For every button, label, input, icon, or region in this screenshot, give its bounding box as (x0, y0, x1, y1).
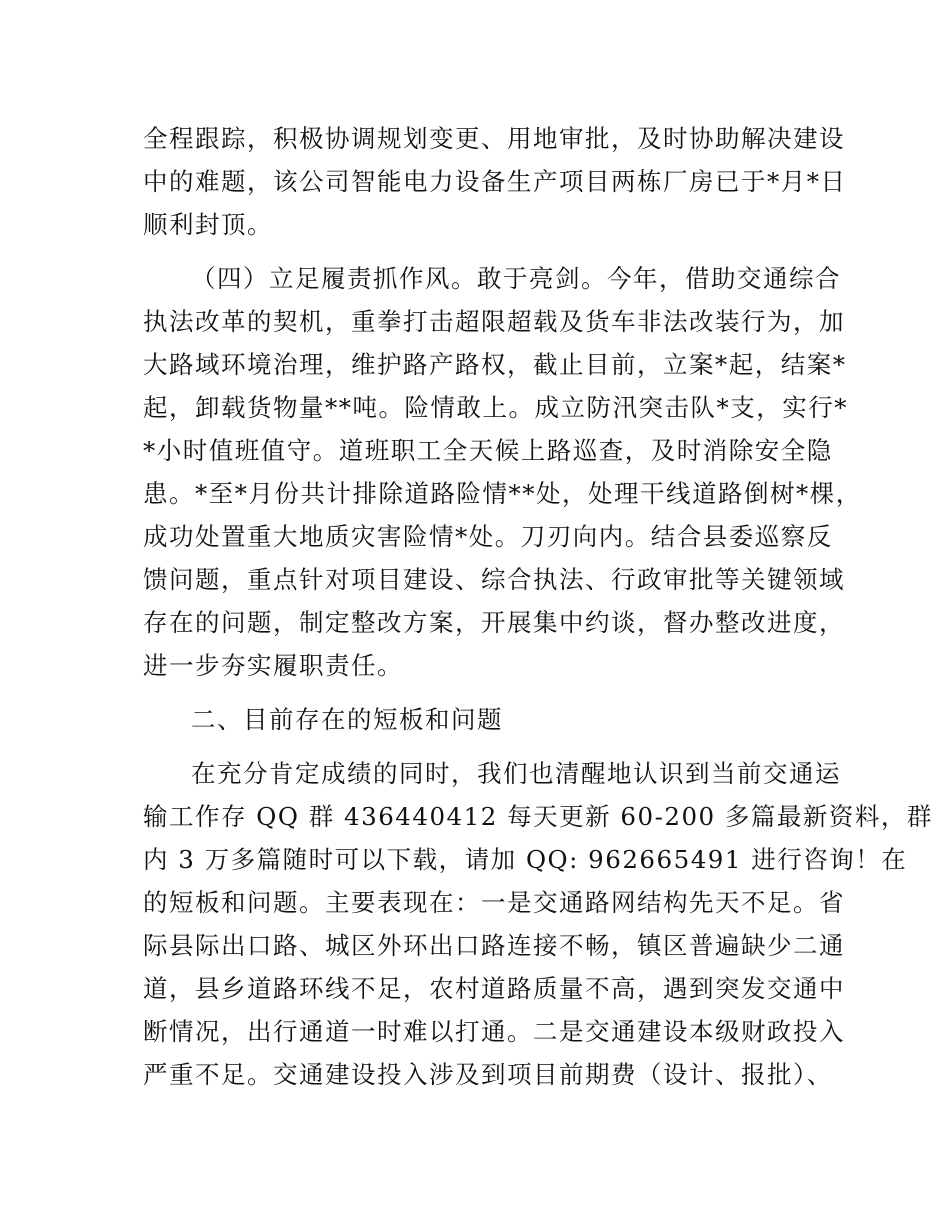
text-line: 道，县乡道路环线不足，农村道路质量不高，遇到突发交通中 (143, 974, 845, 1003)
paragraph-3 (143, 752, 933, 1096)
text-line: 输工作存 QQ 群 436440412 每天更新 60-200 多篇最新资料，群 (143, 802, 933, 831)
text-line: 起，卸载货物量**吨。险情敢上。成立防汛突击队*支，实行* (143, 393, 848, 422)
text-line: 际县际出口路、城区外环出口路连接不畅，镇区普遍缺少二通 (143, 931, 845, 960)
document-body (143, 117, 933, 1096)
paragraph-2 (143, 257, 862, 687)
text-line: 患。*至*月份共计排除道路险情**处，处理干线道路倒树*棵， (143, 479, 862, 508)
text-line: 馈问题，重点针对项目建设、综合执法、行政审批等关键领域 (143, 565, 845, 594)
text-line: 大路域环境治理，维护路产路权，截止目前，立案*起，结案* (143, 350, 847, 379)
text-line: 全程跟踪，积极协调规划变更、用地审批，及时协助解决建设 (143, 124, 845, 153)
text-line: 进一步夯实履职责任。 (143, 651, 403, 680)
text-line: 执法改革的契机，重拳打击超限超载及货车非法改装行为，加 (143, 307, 845, 336)
section-heading: 二、目前存在的短板和问题 (191, 705, 503, 734)
text-line: （四）立足履责抓作风。敢于亮剑。今年，借助交通综合 (191, 264, 841, 293)
text-line: 严重不足。交通建设投入涉及到项目前期费（设计、报批）、 (143, 1060, 833, 1089)
text-line: 中的难题，该公司智能电力设备生产项目两栋厂房已于*月*日 (143, 167, 847, 196)
text-line: 内 3 万多篇随时可以下载，请加 QQ: 962665491 进行咨询！在 (143, 845, 908, 874)
text-line: 成功处置重大地质灾害险情*处。刀刃向内。结合县委巡察反 (143, 522, 833, 551)
text-line: 断情况，出行通道一时难以打通。二是交通建设本级财政投入 (143, 1017, 845, 1046)
text-line: *小时值班值守。道班职工全天候上路巡查，及时消除安全隐 (143, 436, 833, 465)
text-line: 顺利封顶。 (143, 210, 273, 239)
text-line: 在充分肯定成绩的同时，我们也清醒地认识到当前交通运 (191, 759, 841, 788)
paragraph-1 (143, 117, 847, 246)
text-line: 的短板和问题。主要表现在：一是交通路网结构先天不足。省 (143, 888, 845, 917)
text-line: 存在的问题，制定整改方案，开展集中约谈，督办整改进度， (143, 608, 845, 637)
